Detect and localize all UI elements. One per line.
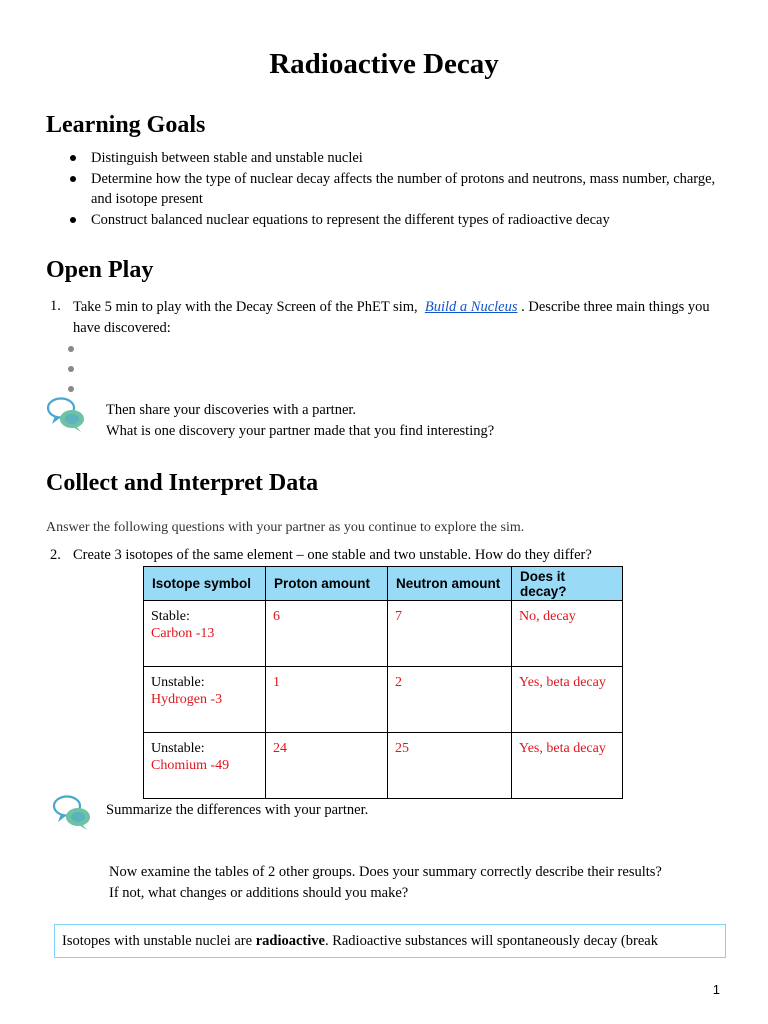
isotope-cell xyxy=(144,667,266,733)
decay-cell: Yes, beta decay xyxy=(512,667,623,733)
collect-intro: Answer the following questions with your partner as you continue to explore the sim. xyxy=(46,520,525,535)
discussion-icon xyxy=(52,795,92,831)
table-header-row xyxy=(144,567,623,601)
page-title: Radioactive Decay xyxy=(269,48,499,80)
isotope-table xyxy=(143,566,623,799)
learning-goals-heading: Learning Goals xyxy=(46,112,206,138)
decay-cell: No, decay xyxy=(512,601,623,667)
question-1-prefix: Take 5 min to play with the Decay Screen of the PhET sim, xyxy=(73,299,418,315)
share-text xyxy=(106,400,706,441)
definition-callout xyxy=(54,924,726,958)
isotope-name: Hydrogen -3 xyxy=(151,692,223,707)
proton-cell: 6 xyxy=(266,601,388,667)
proton-cell: 24 xyxy=(266,733,388,799)
answer-bullet xyxy=(68,346,74,352)
table-row xyxy=(144,601,623,667)
question-1-suffix: . Describe three main things you have discovered: xyxy=(73,299,710,336)
summarize-text: Summarize the differences with your partner. xyxy=(106,802,369,818)
list-item: Distinguish between stable and unstable nuclei xyxy=(70,148,720,169)
examine-text: Now examine the tables of 2 other groups. Does your summary correctly describe their results? If not, what changes or additions should you make? xyxy=(109,864,662,901)
table-row xyxy=(144,733,623,799)
list-item: Determine how the type of nuclear decay affects the number of protons and neutrons, mass number, charge, and isotope present xyxy=(70,169,720,210)
question-number: 1. xyxy=(50,298,61,314)
neutron-cell: 7 xyxy=(388,601,512,667)
collect-heading: Collect and Interpret Data xyxy=(46,470,319,496)
answer-bullet xyxy=(68,386,74,392)
header-neutron-amount: Neutron amount xyxy=(388,567,512,601)
open-play-heading: Open Play xyxy=(46,257,154,283)
stability-label: Unstable: xyxy=(151,741,205,756)
neutron-cell: 25 xyxy=(388,733,512,799)
stability-label: Unstable: xyxy=(151,675,205,690)
build-a-nucleus-link[interactable]: Build a Nucleus xyxy=(424,299,518,315)
decay-cell: Yes, beta decay xyxy=(512,733,623,799)
question-2-text: Create 3 isotopes of the same element – one stable and two unstable. How do they differ? xyxy=(73,547,592,563)
callout-prefix: Isotopes with unstable nuclei are xyxy=(62,933,253,949)
header-does-it-decay: Does it decay? xyxy=(512,567,623,601)
stability-label: Stable: xyxy=(151,609,190,624)
question-1-text xyxy=(73,297,723,338)
header-proton-amount: Proton amount xyxy=(266,567,388,601)
table-row xyxy=(144,667,623,733)
answer-bullet xyxy=(68,366,74,372)
page-number: 1 xyxy=(712,982,720,997)
proton-cell: 1 xyxy=(266,667,388,733)
isotope-cell xyxy=(144,733,266,799)
discussion-icon xyxy=(46,397,86,433)
learning-goals-list xyxy=(70,148,720,230)
callout-suffix: . Radioactive substances will spontaneously decay (break xyxy=(324,933,658,949)
isotope-cell xyxy=(144,601,266,667)
isotope-name: Chomium -49 xyxy=(151,758,230,773)
question-number: 2. xyxy=(50,547,61,563)
callout-bold-term: radioactive xyxy=(255,933,325,949)
isotope-name: Carbon -13 xyxy=(151,626,215,641)
share-line-2: What is one discovery your partner made that you find interesting? xyxy=(106,422,495,439)
neutron-cell: 2 xyxy=(388,667,512,733)
list-item: Construct balanced nuclear equations to represent the different types of radioactive decay xyxy=(70,210,720,231)
share-line-1: Then share your discoveries with a partner. xyxy=(106,402,357,418)
header-isotope-symbol: Isotope symbol xyxy=(144,567,266,601)
